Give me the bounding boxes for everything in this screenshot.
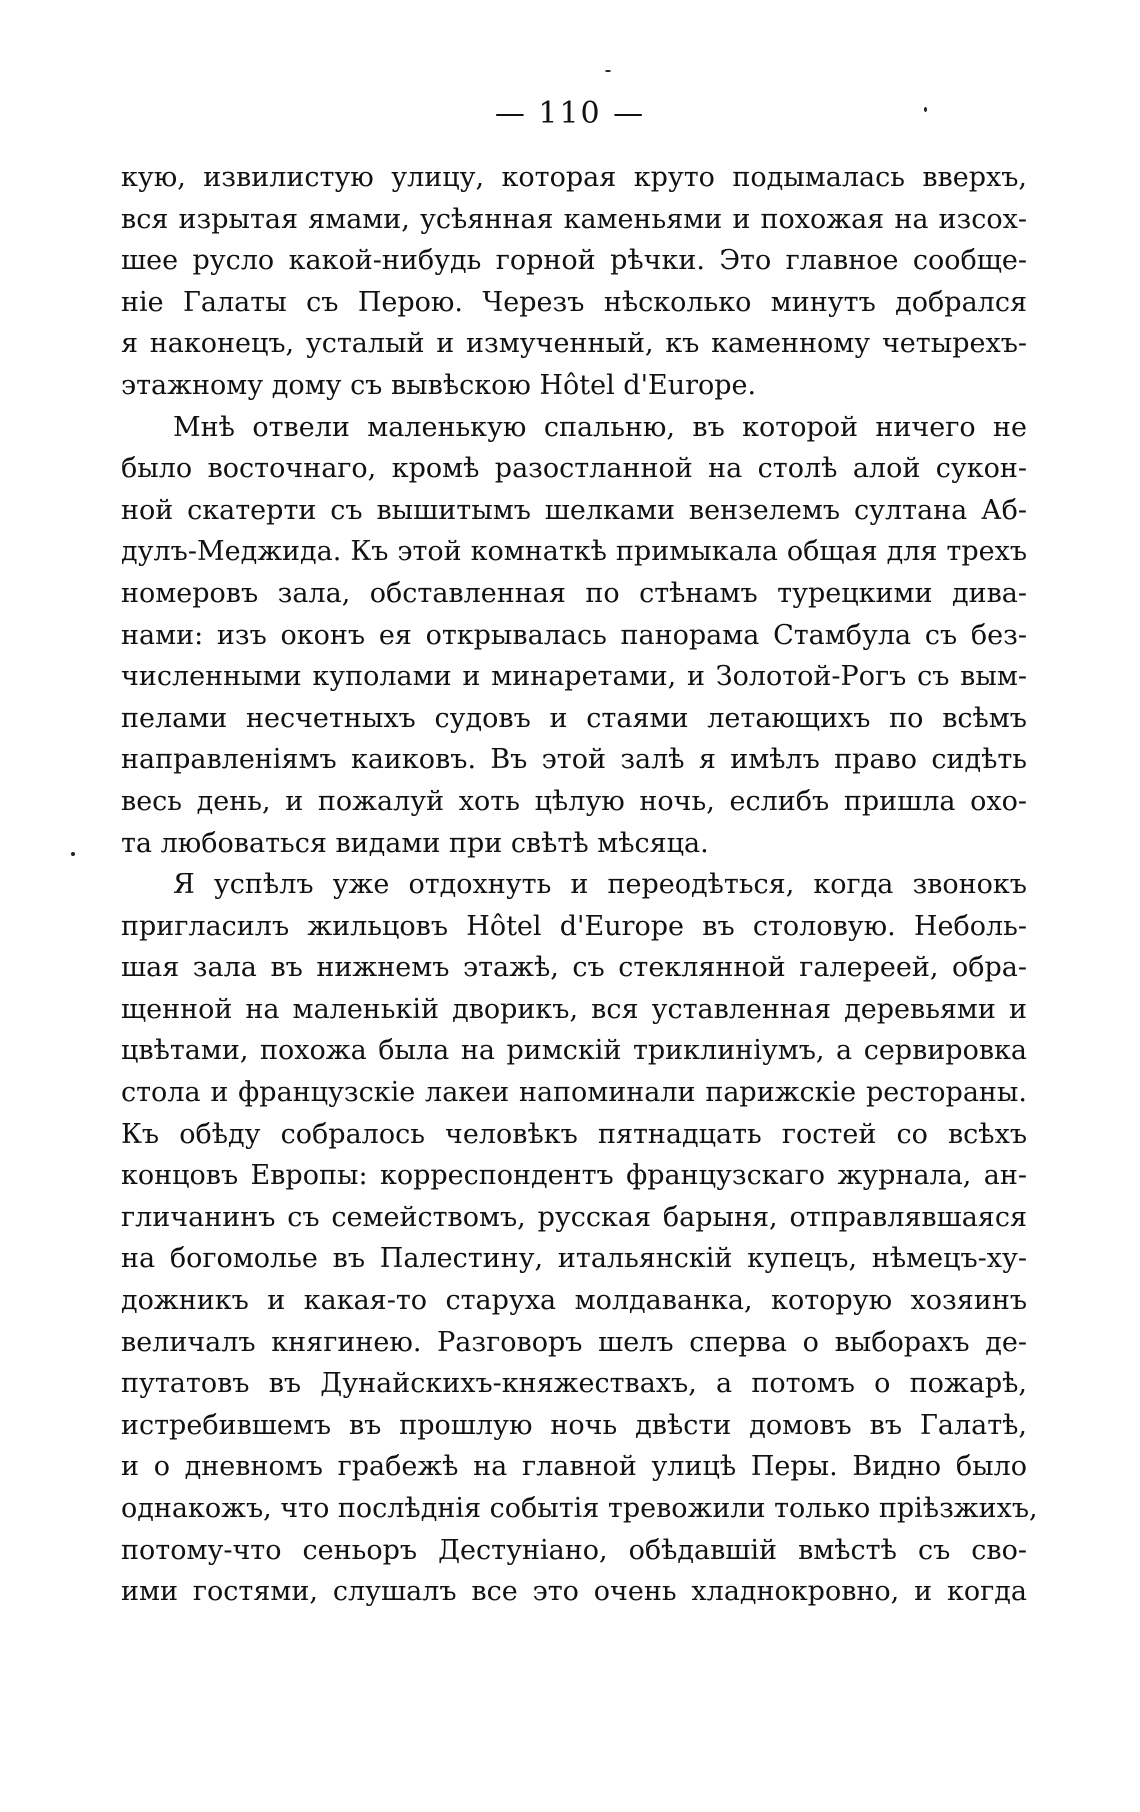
text-line: щенной на маленькій дворикъ, вся уставленная деревьями и: [121, 993, 1027, 1025]
text-line: концовъ Европы: корреспондентъ французскаго журнала, ан-: [121, 1160, 1027, 1192]
text-line: и о дневномъ грабежѣ на главной улицѣ Перы. Видно было: [121, 1451, 1027, 1483]
text-line: однакожъ, что послѣднія событія тревожили только пріѣзжихъ,: [121, 1493, 1038, 1524]
text-line: гличанинъ съ семействомъ, русская барыня, отправлявшаяся: [121, 1201, 1027, 1233]
text-line: ими гостями, слушалъ все это очень хладнокровно, и когда: [121, 1576, 1027, 1608]
text-line: численными куполами и минаретами, и Золотой-Рогъ съ вым-: [121, 661, 1027, 693]
text-line: пелами несчетныхъ судовъ и стаями летающихъ по всѣмъ: [121, 702, 1027, 734]
page-number: — 110 —: [494, 96, 646, 131]
text-line: стола и французскіе лакеи напоминали парижскіе рестораны.: [121, 1077, 1027, 1109]
text-line: вся изрытая ямами, усѣянная каменьями и похожая на изсох-: [121, 203, 1027, 235]
text-line: я наконецъ, усталый и измученный, къ каменному четырехъ-: [121, 328, 1027, 360]
text-line: шее русло какой-нибудь горной рѣчки. Это главное сообще-: [121, 245, 1027, 277]
paragraph-start-line: Мнѣ отвели маленькую спальню, въ которой ничего не: [173, 411, 1027, 443]
ink-speck: [71, 852, 75, 856]
text-line: величалъ княгинею. Разговоръ шелъ сперва о выборахъ де-: [121, 1326, 1027, 1358]
paragraph-end-line: этажному дому съ вывѣскою Hôtel d'Europe.: [121, 369, 757, 401]
ink-speck: [924, 107, 927, 112]
text-line: шая зала въ нижнемъ этажѣ, съ стеклянной галереей, обра-: [121, 952, 1027, 984]
text-line: весь день, и пожалуй хоть цѣлую ночь, еслибъ пришла охо-: [121, 785, 1027, 817]
text-line: путатовъ въ Дунайскихъ-княжествахъ, а потомъ о пожарѣ,: [121, 1368, 1027, 1400]
text-line: нами: изъ оконъ ея открывалась панорама Стамбула съ без-: [121, 619, 1027, 651]
text-line: потому-что сеньоръ Дестуніано, обѣдавшій вмѣстѣ съ сво-: [121, 1534, 1027, 1566]
text-line: истребившемъ въ прошлую ночь двѣсти домовъ въ Галатѣ,: [121, 1409, 1027, 1441]
text-line: ной скатерти съ вышитымъ шелками вензелемъ султана Аб-: [121, 494, 1027, 526]
text-line: дулъ-Меджида. Къ этой комнаткѣ примыкала общая для трехъ: [121, 536, 1027, 568]
text-line: дожникъ и какая-то старуха молдаванка, которую хозяинъ: [121, 1285, 1027, 1317]
paragraph-end-line: та любоваться видами при свѣтѣ мѣсяца.: [121, 827, 709, 859]
text-line: ніе Галаты съ Перою. Черезъ нѣсколько минутъ добрался: [121, 286, 1027, 318]
paragraph-start-line: Я успѣлъ уже отдохнуть и переодѣться, когда звонокъ: [173, 869, 1027, 901]
body-text: [121, 157, 1038, 1613]
text-line: кую, извилистую улицу, которая круто подымалась вверхъ,: [121, 162, 1027, 193]
text-line: направленіямъ каиковъ. Въ этой залѣ я имѣлъ право сидѣть: [121, 744, 1027, 776]
text-line: номеровъ зала, обставленная по стѣнамъ турецкими дива-: [121, 577, 1027, 609]
text-line: цвѣтами, похожа была на римскій триклиніумъ, а сервировка: [121, 1035, 1027, 1067]
text-line: было восточнаго, кромѣ разостланной на столѣ алой сукон-: [121, 453, 1027, 485]
text-line: на богомолье въ Палестину, итальянскій купецъ, нѣмецъ-ху-: [121, 1243, 1027, 1275]
ink-speck: [605, 70, 611, 72]
text-line: пригласилъ жильцовъ Hôtel d'Europe въ столовую. Неболь-: [121, 910, 1027, 942]
text-line: Къ обѣду собралось человѣкъ пятнадцать гостей со всѣхъ: [121, 1118, 1027, 1150]
